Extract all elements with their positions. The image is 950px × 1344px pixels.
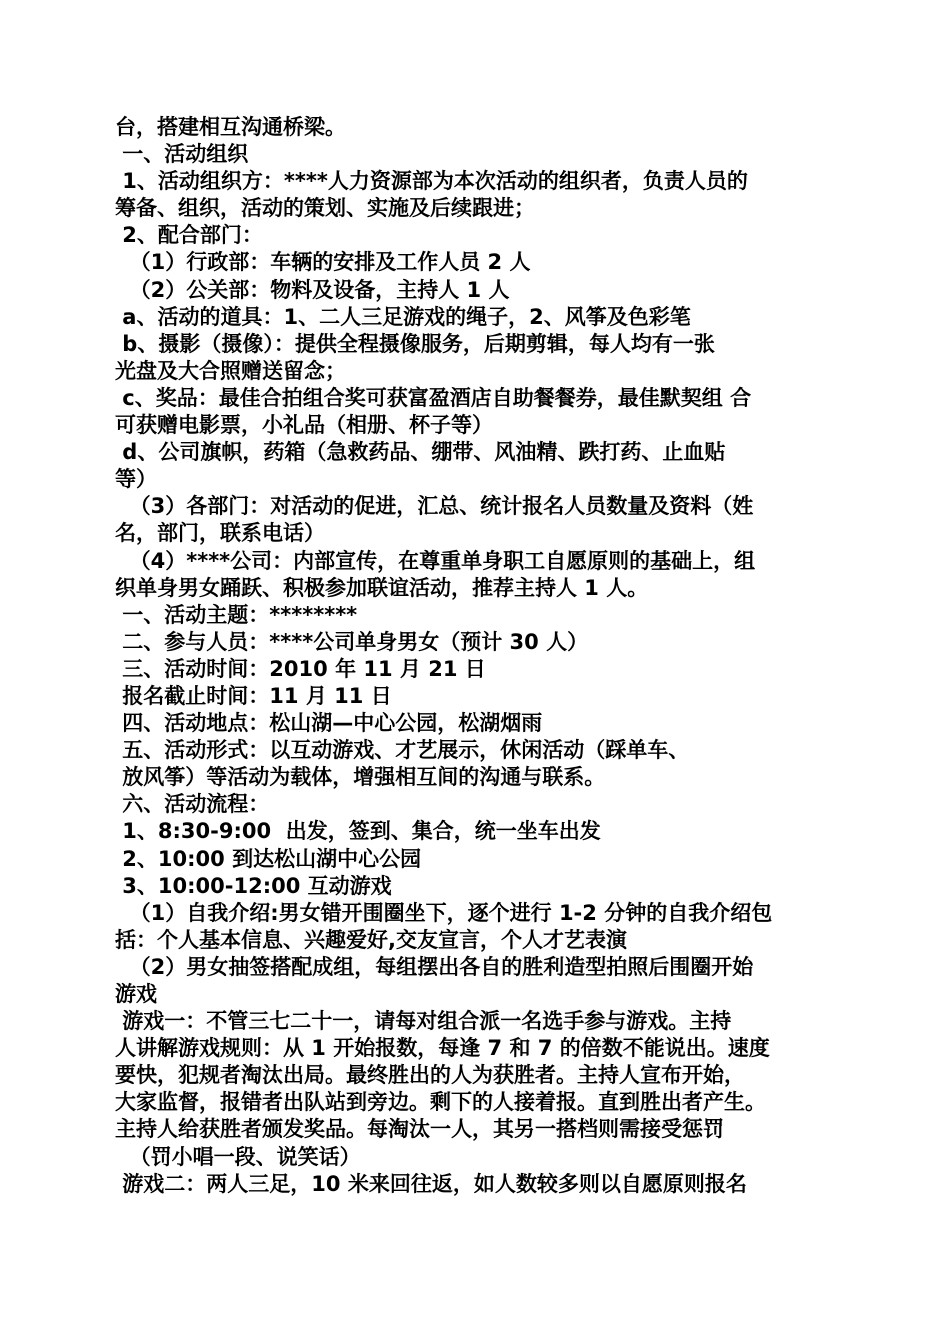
text-line: 三、活动时间：2010 年 11 月 21 日 <box>115 656 486 681</box>
text-line: 四、活动地点：松山湖—中心公园，松湖烟雨 <box>115 711 543 736</box>
text-line: 游戏 <box>115 982 157 1006</box>
text-line: 六、活动流程： <box>115 792 270 817</box>
text-line: b、摄影（摄像）：提供全程摄像服务，后期剪辑，每人均有一张 <box>115 331 715 356</box>
text-line: 台，搭建相互沟通桥梁。 <box>115 115 346 139</box>
text-line: a、活动的道具：1、二人三足游戏的绳子，2、风筝及色彩笔 <box>115 304 691 329</box>
text-line: 大家监督，报错者出队站到旁边。剩下的人接着报。直到胜出者产生。 <box>115 1090 766 1115</box>
text-line: （3）各部门：对活动的促进，汇总、统计报名人员数量及资料（姓 <box>115 494 754 519</box>
text-line: 二、参与人员：****公司单身男女（预计 30 人） <box>115 629 589 654</box>
text-line: 织单身男女踊跃、积极参加联谊活动，推荐主持人 1 人。 <box>115 575 649 600</box>
text-line: 游戏二：两人三足，10 米来回往返，如人数较多则以自愿原则报名 <box>115 1171 747 1196</box>
text-line: 名，部门，联系电话） <box>115 521 325 546</box>
text-line: 可获赠电影票，小礼品（相册、杯子等） <box>115 413 493 438</box>
text-line: 筹备、组织，活动的策划、实施及后续跟进； <box>115 196 535 221</box>
text-line: （2）男女抽签搭配成组，每组摆出各自的胜利造型拍照后围圈开始 <box>115 954 754 979</box>
text-line: 报名截止时间：11 月 11 日 <box>115 683 392 708</box>
text-line: （1）行政部：车辆的安排及工作人员 2 人 <box>115 250 531 275</box>
text-line: 1、活动组织方：****人力资源部为本次活动的组织者，负责人员的 <box>115 169 748 194</box>
text-line: （2）公关部：物料及设备，主持人 1 人 <box>115 277 510 302</box>
text-line: c、奖品：最佳合拍组合奖可获富盈酒店自助餐餐券，最佳默契组 合 <box>115 385 752 410</box>
text-line: 括：个人基本信息、兴趣爱好,交友宣言，个人才艺表演 <box>115 927 627 952</box>
text-line: 2、配合部门： <box>115 223 263 248</box>
text-line: （罚小唱一段、说笑话） <box>115 1144 361 1169</box>
text-line: d、公司旗帜，药箱（急救药品、绷带、风油精、跌打药、止血贴 <box>115 440 726 465</box>
text-line: 游戏一：不管三七二十一，请每对组合派一名选手参与游戏。主持 <box>115 1009 732 1034</box>
text-line: 五、活动形式：以互动游戏、才艺展示，休闲活动（踩单车、 <box>115 738 690 763</box>
document-body <box>115 114 840 1198</box>
text-line: 一、活动主题：******** <box>115 602 358 627</box>
text-line: 放风筝）等活动为载体，增强相互间的沟通与联系。 <box>115 765 606 790</box>
text-line: （4）****公司：内部宣传，在尊重单身职工自愿原则的基础上，组 <box>115 548 756 573</box>
text-line: 人讲解游戏规则：从 1 开始报数，每逢 7 和 7 的倍数不能说出。速度 <box>115 1036 770 1061</box>
text-line: 光盘及大合照赠送留念； <box>115 358 346 383</box>
text-line: 主持人给获胜者颁发奖品。每淘汰一人，其另一搭档则需接受惩罚 <box>115 1117 724 1142</box>
text-line: 等） <box>115 467 157 492</box>
text-line: 1、8:30-9:00 出发，签到、集合，统一坐车出发 <box>115 819 601 844</box>
text-line: 2、10:00 到达松山湖中心公园 <box>115 846 422 871</box>
text-line: 3、10:00-12:00 互动游戏 <box>115 873 392 898</box>
text-line: （1）自我介绍:男女错开围圈坐下，逐个进行 1-2 分钟的自我介绍包 <box>115 900 773 925</box>
text-line: 要快，犯规者淘汰出局。最终胜出的人为获胜者。主持人宣布开始， <box>115 1063 745 1088</box>
text-line: 一、活动组织 <box>115 142 249 167</box>
